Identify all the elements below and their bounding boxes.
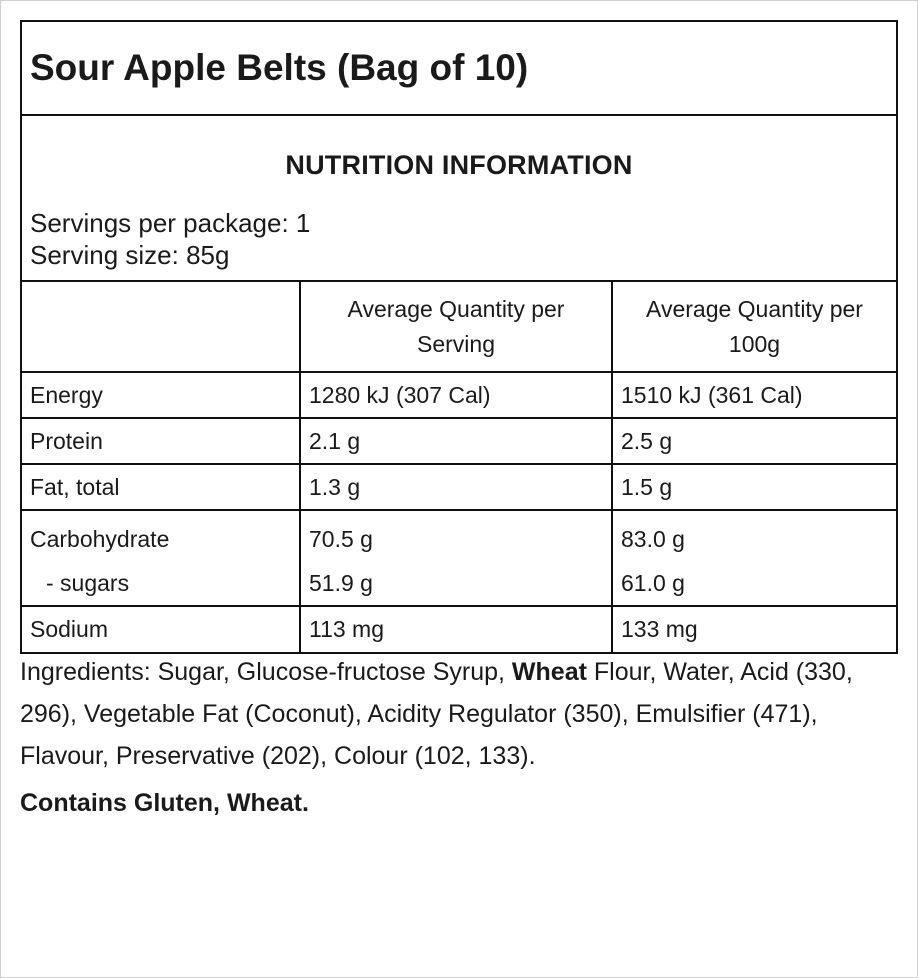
servings-per-package: Servings per package: 1	[30, 208, 311, 238]
nutrient-per-100g: 2.5 g	[612, 418, 896, 464]
nutrient-name: Fat, total	[22, 464, 300, 510]
table-header-row	[22, 282, 896, 372]
nutrient-per-100g: 1.5 g	[612, 464, 896, 510]
nutrient-name: Carbohydrate	[30, 526, 170, 552]
sub-nutrient-per-serving: 51.9 g	[309, 570, 373, 596]
nutrient-per-serving-cell	[300, 510, 612, 606]
nutrient-name: Sodium	[22, 606, 300, 652]
nutrient-name: Energy	[22, 372, 300, 418]
nutrient-per-100g: 1510 kJ (361 Cal)	[612, 372, 896, 418]
nutrient-per-serving: 2.1 g	[300, 418, 612, 464]
column-header-nutrient	[22, 282, 300, 372]
column-header-per-100g: Average Quantity per 100g	[612, 282, 896, 372]
nutrient-per-100g-cell	[612, 510, 896, 606]
table-row-energy	[22, 372, 896, 418]
nutrient-per-serving: 1.3 g	[300, 464, 612, 510]
nutrition-header	[22, 116, 896, 282]
table-row-fat	[22, 464, 896, 510]
sub-nutrient-name: - sugars	[46, 570, 130, 596]
nutrition-heading: NUTRITION INFORMATION	[285, 150, 633, 180]
nutrient-per-serving: 70.5 g	[309, 526, 373, 552]
nutrition-panel	[20, 20, 898, 654]
table-row-protein	[22, 418, 896, 464]
serving-size: Serving size: 85g	[30, 240, 230, 270]
ingredients-rest: Flour, Water, Acid (330, 296), Vegetable Fat (Coconut), Acidity Regulator (350), Emulsifier (471), Flavour, Preservative (202), Colour (102, 133).	[20, 658, 853, 770]
nutrient-name-cell	[22, 510, 300, 606]
ingredients-text	[20, 651, 900, 777]
ingredients-prefix: Ingredients: Sugar, Glucose-fructose Syrup,	[20, 658, 512, 686]
nutrient-name: Protein	[22, 418, 300, 464]
allergen-statement: Contains Gluten, Wheat.	[20, 789, 309, 817]
nutrient-per-serving: 113 mg	[300, 606, 612, 652]
table-row-carbohydrate	[22, 510, 896, 606]
ingredients-allergen-word: Wheat	[511, 658, 587, 686]
nutrient-per-100g: 133 mg	[621, 616, 698, 642]
product-title: Sour Apple Belts (Bag of 10)	[22, 22, 896, 116]
sub-nutrient-per-100g: 61.0 g	[621, 570, 685, 596]
nutrition-table	[22, 282, 896, 652]
table-row-sodium	[22, 606, 896, 652]
nutrient-per-serving: 1280 kJ (307 Cal)	[300, 372, 612, 418]
column-header-per-serving: Average Quantity per Serving	[300, 282, 612, 372]
nutrient-per-100g: 83.0 g	[621, 526, 685, 552]
